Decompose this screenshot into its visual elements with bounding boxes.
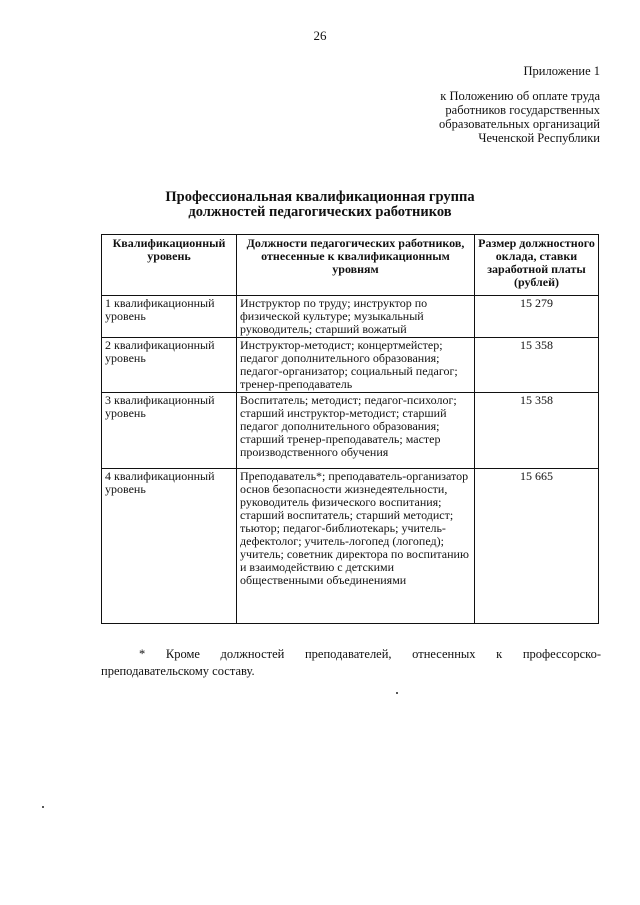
row-salary: 15 279 xyxy=(475,296,599,338)
table-header-row xyxy=(102,235,599,296)
appendix-line: к Положению об оплате труда xyxy=(440,89,600,103)
document-title-line: Профессиональная квалификационная группа xyxy=(165,189,475,205)
appendix-line: Чеченской Республики xyxy=(478,131,600,145)
row-level: 4 квалификационный уровень xyxy=(102,469,237,624)
qualification-table xyxy=(101,234,599,624)
appendix-title: Приложение 1 xyxy=(523,64,600,78)
row-level: 3 квалификационный уровень xyxy=(102,393,237,469)
document-title-line: должностей педагогических работников xyxy=(188,204,452,220)
scan-speck xyxy=(396,692,398,694)
row-positions: Воспитатель; методист; педагог-психолог; старший инструктор-методист; старший педагог дополнительного образования; старший тренер-преподаватель; мастер производственного обучения xyxy=(237,393,475,469)
row-positions: Преподаватель*; преподаватель-организатор основ безопасности жизнедеятельности, руководитель физического воспитания; старший воспитатель; старший методист; тьютор; педагог-библиотекарь; учитель-дефектолог; учитель-логопед (логопед); учитель; советник директора по воспитанию и взаимодействию с детскими общественными объединениями xyxy=(237,469,475,624)
appendix-line: работников государственных xyxy=(445,103,600,117)
scan-speck xyxy=(42,806,44,808)
table-row xyxy=(102,338,599,393)
header-salary: Размер должностного оклада, ставки заработной платы (рублей) xyxy=(475,235,599,296)
row-level: 2 квалификационный уровень xyxy=(102,338,237,393)
row-level: 1 квалификационный уровень xyxy=(102,296,237,338)
appendix-header xyxy=(340,64,600,145)
header-positions: Должности педагогических работников, отнесенные к квалификационным уровням xyxy=(237,235,475,296)
header-level: Квалификационный уровень xyxy=(102,235,237,296)
page-number: 26 xyxy=(313,28,327,43)
row-salary: 15 358 xyxy=(475,338,599,393)
row-positions: Инструктор-методист; концертмейстер; педагог дополнительного образования; педагог-организатор; социальный педагог; тренер-преподаватель xyxy=(237,338,475,393)
row-salary: 15 665 xyxy=(475,469,599,624)
footnote: * Кроме должностей преподавателей, отнесенных к профессорско-преподавательскому составу. xyxy=(101,647,601,678)
document-title xyxy=(0,190,640,220)
appendix-line: образовательных организаций xyxy=(438,117,600,131)
table-row xyxy=(102,393,599,469)
row-positions: Инструктор по труду; инструктор по физической культуре; музыкальный руководитель; старший вожатый xyxy=(237,296,475,338)
table-row xyxy=(102,469,599,624)
table-row xyxy=(102,296,599,338)
row-salary: 15 358 xyxy=(475,393,599,469)
